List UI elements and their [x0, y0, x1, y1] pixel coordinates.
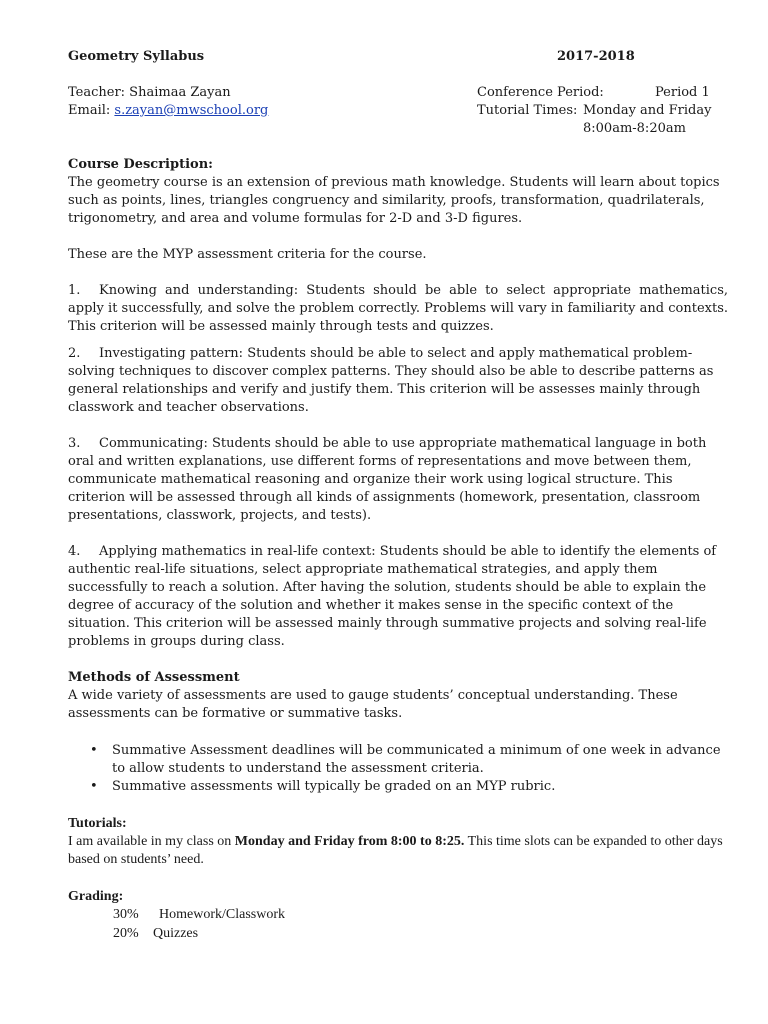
- list-item-text: Summative Assessment deadlines will be communicated a minimum of one week in advance to allow students to understand the assessment criteria.: [112, 743, 721, 776]
- email-label: Email:: [68, 103, 115, 118]
- criterion-number: 2.: [68, 346, 81, 361]
- email-link[interactable]: s.zayan@mwschool.org: [114, 103, 269, 118]
- criteria-intro: These are the MYP assessment criteria for the course.: [68, 247, 427, 262]
- criterion-number: 3.: [68, 436, 81, 451]
- document-title: Geometry Syllabus: [68, 49, 205, 64]
- bullet-icon: •: [90, 779, 98, 794]
- criterion-text: Investigating pattern: Students should be able to select and apply mathematical problem-solving techniques to discover complex patterns. They should also be able to describe patterns as general relationships and verify and justify them. This criterion will be assesses mainly through classwork and teacher observations.: [68, 346, 714, 415]
- grading-percent: 30%: [113, 907, 139, 922]
- list-item: [68, 778, 728, 796]
- tutorials-heading: Tutorials:: [68, 816, 127, 831]
- conference-period-value: Period 1: [655, 85, 710, 100]
- criterion-3: [68, 435, 728, 525]
- grading-label: Quizzes: [153, 926, 199, 941]
- course-description-heading: Course Description:: [68, 157, 213, 172]
- assessment-intro: A wide variety of assessments are used to gauge students’ conceptual understanding. These assessments can be formative or summative tasks.: [68, 688, 678, 721]
- criterion-1: [68, 282, 728, 336]
- tutorial-times-label: Tutorial Times:: [477, 103, 578, 118]
- email-line: [68, 102, 268, 120]
- criterion-2: [68, 345, 728, 417]
- course-description-text: The geometry course is an extension of previous math knowledge. Students will learn about topics such as points, lines, triangles congruency and similarity, proofs, transformation, quadrilaterals, trigonometry, and area and volume formulas for 2-D and 3-D figures.: [68, 175, 720, 226]
- tutorial-time: 8:00am-8:20am: [583, 121, 686, 136]
- grading-label: Homework/Classwork: [159, 907, 285, 922]
- grading-item-quizzes: [113, 925, 198, 943]
- criterion-text: Knowing and understanding: Students should be able to select appropriate mathematics, apply it successfully, and solve the problem correctly. Problems will vary in familiarity and contexts. This criterion will be assessed mainly through tests and quizzes.: [68, 283, 728, 334]
- tutorials-text: [68, 833, 728, 869]
- criterion-number: 4.: [68, 544, 81, 559]
- tutorial-days: Monday and Friday: [583, 103, 712, 118]
- grading-item-homework: [113, 906, 285, 924]
- tutorials-text-after: This time slots can be expanded to other days based on students’ need.: [68, 834, 723, 867]
- criterion-4: [68, 543, 728, 651]
- grading-percent: 20%: [113, 926, 139, 941]
- teacher-name: Teacher: Shaimaa Zayan: [68, 85, 231, 100]
- list-item: [68, 742, 728, 778]
- criterion-text: Applying mathematics in real-life context: Students should be able to identify the elements of authentic real-life situations, select appropriate mathematical strategies, and apply them successfully to reach a solution. After having the solution, students should be able to explain the degree of accuracy of the solution and whether it makes sense in the specific context of the situation. This criterion will be assessed mainly through summative projects and solving real-life problems in groups during class.: [68, 544, 717, 649]
- bullet-icon: •: [90, 743, 98, 758]
- school-year: 2017-2018: [557, 49, 635, 64]
- conference-period-label: Conference Period:: [477, 85, 604, 100]
- criterion-number: 1.: [68, 283, 81, 298]
- methods-of-assessment-heading: Methods of Assessment: [68, 670, 240, 685]
- grading-heading: Grading:: [68, 889, 124, 904]
- tutorials-hours: Monday and Friday from 8:00 to 8:25.: [234, 834, 465, 849]
- list-item-text: Summative assessments will typically be graded on an MYP rubric.: [112, 779, 556, 794]
- tutorials-text-before: I am available in my class on: [68, 834, 235, 849]
- criterion-text: Communicating: Students should be able to use appropriate mathematical language in both oral and written explanations, use different forms of representations and move between them, communicate mathematical reasoning and organize their work using logical structure. This criterion will be assessed through all kinds of assignments (homework, presentation, classroom presentations, classwork, projects, and tests).: [68, 436, 707, 523]
- assessment-bullet-list: [68, 742, 728, 796]
